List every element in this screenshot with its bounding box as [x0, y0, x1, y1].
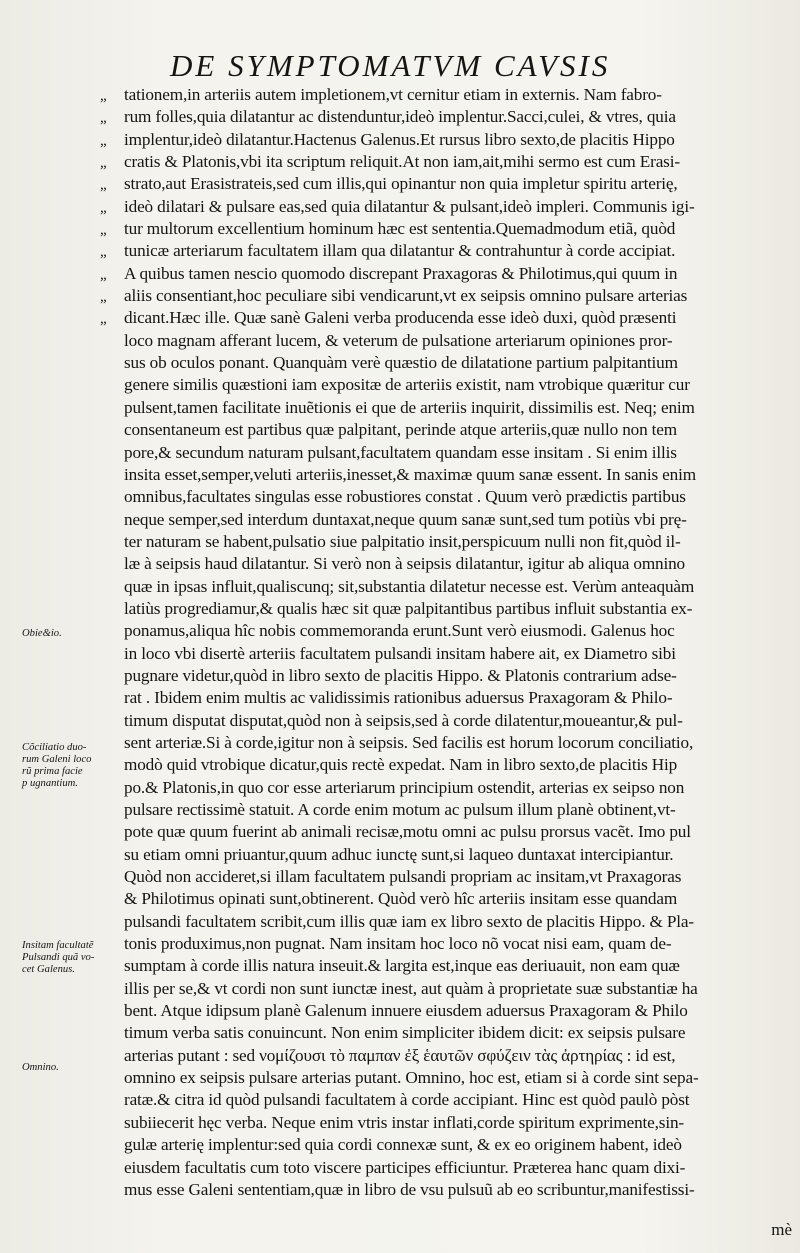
- margin-note: [22, 1062, 59, 1074]
- line-text: pore,& secundum naturam pulsant,facultatem quandam esse insitam . Si enim illis: [124, 442, 677, 462]
- text-line: [100, 933, 796, 955]
- text-line: [100, 576, 796, 598]
- line-text: mus esse Galeni sententiam,quæ in libro de vsu pulsuũ ab eo scribuntur,manifestissi-: [124, 1179, 695, 1199]
- text-line: [100, 263, 796, 285]
- line-text: ratæ.& citra id quòd pulsandi facultatem à corde accipiant. Hinc est quòd paulò pòst: [124, 1090, 690, 1110]
- line-text: neque semper,sed interdum duntaxat,neque quum sanæ sunt,sed tum potiùs vbi prę-: [124, 509, 687, 529]
- text-line: [100, 866, 796, 888]
- quote-mark: „: [100, 244, 107, 261]
- text-line: [100, 620, 796, 642]
- text-line: [100, 955, 796, 977]
- quote-mark: „: [100, 222, 107, 239]
- line-text: omnino ex seipsis pulsare arterias putant. Omnino, hoc est, etiam si à corde sint sepa-: [124, 1068, 699, 1088]
- text-line: [100, 509, 796, 531]
- line-text: illis per se,& vt cordi non sunt iunctæ inest, aut quàm à proprietate suæ substantiæ ha: [124, 978, 698, 998]
- margin-note-line: cet Galenus.: [22, 964, 75, 975]
- text-line: [100, 374, 796, 396]
- line-text: sent arteriæ.Si à corde,igitur non à seipsis. Sed facilis est horum locorum conciliatio,: [124, 732, 694, 752]
- line-text: pulsandi facultatem scribit,cum illis quæ iam ex libro sexto de placitis Hippo. & Pla-: [124, 911, 694, 931]
- line-text: quæ in ipsas influit,qualiscunq; sit,substantia dilatetur necesse est. Verùm anteaquàm: [124, 576, 695, 596]
- text-line: [100, 84, 796, 106]
- line-text: insita esset,semper,veluti arteriis,inesset,& maximæ quum sanæ essent. In sanis enim: [124, 464, 696, 484]
- text-line: [100, 643, 796, 665]
- line-text: tonis produximus,non pugnat. Nam insitam hoc loco nõ vocat nisi eam, quam de-: [124, 934, 672, 954]
- line-text: ideò dilatari & pulsare eas,sed quia dilatantur & pulsant,ideò impleri. Communis igi-: [124, 196, 695, 216]
- text-line: [100, 754, 796, 776]
- line-text: tur multorum excellentium hominum hæc est sententia.Quemadmodum etiã, quòd: [124, 219, 676, 239]
- text-line: [100, 710, 796, 732]
- line-text: timum disputat disputat,quòd non à seipsis,sed à corde dilatentur,moueantur,& pul-: [124, 710, 683, 730]
- text-line: [100, 732, 796, 754]
- text-line: [100, 799, 796, 821]
- margin-note-line: Cõciliatio duo-: [22, 742, 87, 753]
- margin-note-line: rum Galeni loco: [22, 754, 92, 765]
- text-line: [100, 821, 796, 843]
- text-line: [100, 1022, 796, 1044]
- line-text: læ à seipsis haud dilatantur. Si verò non à seipsis dilatantur, igitur ab aliqua omnino: [124, 554, 686, 574]
- text-line: [100, 598, 796, 620]
- text-line: [100, 397, 796, 419]
- text-line: [100, 1089, 796, 1111]
- margin-note-line: Pulsandi quã vo-: [22, 952, 95, 963]
- text-line: [100, 665, 796, 687]
- catchword: mè: [771, 1220, 792, 1239]
- text-line: [100, 687, 796, 709]
- quote-mark: „: [100, 155, 107, 172]
- text-line: [100, 173, 796, 195]
- line-text: & Philotimus opinati sunt,obtinerent. Quòd verò hîc arteriis insitam esse quandam: [124, 889, 678, 909]
- line-text: in loco vbi disertè arteriis facultatem pulsandi insitam habere ait, ex Diametro sibi: [124, 643, 676, 663]
- margin-note-line: Obie&io.: [22, 628, 62, 639]
- line-text: dicant.Hæc ille. Quæ sanè Galeni verba producenda esse ideò duxi, quòd præsenti: [124, 308, 677, 328]
- text-line: [100, 307, 796, 329]
- quote-mark: „: [100, 177, 107, 194]
- line-text: genere similis quæstioni iam expositæ de arteriis existit, nam vtrobique quæritur cur: [124, 375, 690, 395]
- margin-note: [22, 940, 94, 976]
- text-line: [100, 844, 796, 866]
- text-line: [100, 978, 796, 1000]
- text-line: [100, 1179, 796, 1201]
- text-line: [100, 106, 796, 128]
- text-line: [100, 196, 796, 218]
- running-header: DE SYMPTOMATVM CAVSIS: [170, 48, 611, 83]
- line-text: strato,aut Erasistrateis,sed cum illis,qui opinantur non quia impletur spiritu arterię,: [124, 174, 678, 194]
- text-line: [100, 419, 796, 441]
- line-text: modò quid vtrobique dicatur,quis rectè expedat. Nam in libro sexto,de placitis Hip: [124, 755, 678, 775]
- text-line: [100, 442, 796, 464]
- text-line: [100, 218, 796, 240]
- line-text: latiùs progrediamur,& qualis hæc sit quæ palpitantibus partibus influit substantia ex-: [124, 598, 693, 618]
- line-text: A quibus tamen nescio quomodo discrepant Praxagoras & Philotimus,qui quum in: [124, 263, 678, 283]
- text-line: [100, 1000, 796, 1022]
- margin-note: [22, 628, 62, 640]
- margin-note-line: p ugnantium.: [22, 778, 78, 789]
- line-text: pulsent,tamen facilitate inuẽtionis ei que de arteriis inquirit, dissimilis est. Neq; enim: [124, 397, 695, 417]
- text-line: [100, 553, 796, 575]
- line-text: po.& Platonis,in quo cor esse arteriarum principium ostendit, arterias ex seipso non: [124, 777, 685, 797]
- text-line: [100, 464, 796, 486]
- line-text: omnibus,facultates singulas esse robustiores constat . Quum verò prædictis partibus: [124, 487, 686, 507]
- text-line: [100, 1157, 796, 1179]
- line-text: rum folles,quia dilatantur ac distenduntur,ideò implentur.Sacci,culei, & vtres, quia: [124, 107, 676, 127]
- line-text: implentur,ideò dilatantur.Hactenus Galenus.Et rursus libro sexto,de placitis Hippo: [124, 129, 675, 149]
- line-text: tationem,in arteriis autem impletionem,vt cernitur etiam in externis. Nam fabro-: [124, 85, 662, 104]
- quote-mark: „: [100, 132, 107, 149]
- line-text: timum verba satis conuincunt. Non enim simpliciter ibidem dicit: ex seipsis pulsare: [124, 1023, 686, 1043]
- quote-mark: „: [100, 110, 107, 127]
- line-text: pote quæ quum fuerint ab animali recisæ,motu omni ac pulsu prorsus vacẽt. Imo pul: [124, 822, 691, 842]
- line-text: eiusdem facultatis cum toto viscere participes efficiuntur. Præterea hanc quam dixi-: [124, 1157, 686, 1177]
- text-line: [100, 1134, 796, 1156]
- line-text: rat . Ibidem enim multis ac validissimis rationibus aduersus Praxagoram & Philo-: [124, 688, 673, 708]
- line-text: su etiam omni priuantur,quum adhuc iunctę sunt,si laqueo duntaxat intercipiantur.: [124, 844, 674, 864]
- text-line: [100, 911, 796, 933]
- margin-note-line: rũ prima facie: [22, 766, 83, 777]
- quote-mark: „: [100, 311, 107, 328]
- text-line: [100, 352, 796, 374]
- text-line: [100, 285, 796, 307]
- line-text: arterias putant : sed νομίζουσι τὸ παμπαν ἐξ ἑαυτῶν σφύζειν τὰς ἀρτηρίας : id est,: [124, 1045, 676, 1065]
- line-text: ter naturam se habent,pulsatio siue palpitatio insit,perspicuum nulli non fit,quòd il-: [124, 531, 681, 551]
- text-line: [100, 151, 796, 173]
- margin-note-line: Omnino.: [22, 1062, 59, 1073]
- quote-mark: „: [100, 289, 107, 306]
- quote-mark: „: [100, 266, 107, 283]
- text-line: [100, 888, 796, 910]
- line-text: pugnare videtur,quòd in libro sexto de placitis Hippo. & Platonis contrarium adse-: [124, 665, 677, 685]
- text-line: [100, 777, 796, 799]
- line-text: consentaneum est partibus quæ palpitant, perinde atque arteriis,quæ nullo non tem: [124, 420, 677, 440]
- line-text: loco magnam afferant lucem, & veterum de pulsatione arteriarum opiniones pror-: [124, 330, 673, 350]
- line-text: sumptam à corde illis natura inseuit.& largita est,inque eas deriuauit, non eam quæ: [124, 956, 680, 976]
- text-line: [100, 129, 796, 151]
- line-text: Quòd non accideret,si illam facultatem pulsandi propriam ac insitam,vt Praxagoras: [124, 867, 682, 887]
- text-line: [100, 1112, 796, 1134]
- line-text: gulæ arterię implentur:sed quia cordi connexæ sunt, & ex eo originem habent, ideò: [124, 1135, 682, 1155]
- margin-note-line: Insitam facultatẽ: [22, 940, 94, 951]
- line-text: ponamus,aliqua hîc nobis commemoranda erunt.Sunt verò eiusmodi. Galenus hoc: [124, 621, 675, 641]
- text-line: [100, 531, 796, 553]
- quote-mark: „: [100, 199, 107, 216]
- body-text: [100, 84, 796, 1201]
- text-line: [100, 1067, 796, 1089]
- line-text: cratis & Platonis,vbi ita scriptum reliquit.At non iam,ait,mihi sermo est cum Erasi-: [124, 152, 680, 172]
- line-text: sus ob oculos ponant. Quanquàm verè quæstio de dilatatione partium palpitantium: [124, 353, 678, 373]
- line-text: subiiecerit hęc verba. Neque enim vtris instar inflati,corde spiritum exprimente,sin-: [124, 1112, 684, 1132]
- text-line: [100, 330, 796, 352]
- line-text: tunicæ arteriarum facultatem illam qua dilatantur & contrahuntur à corde accipiat.: [124, 241, 676, 261]
- text-line: [100, 1045, 796, 1067]
- text-line: [100, 486, 796, 508]
- quote-mark: „: [100, 88, 107, 104]
- line-text: aliis consentiant,hoc peculiare sibi vendicarunt,vt ex seipsis omnino pulsare arterias: [124, 286, 688, 306]
- margin-note: [22, 742, 91, 790]
- line-text: bent. Atque idipsum planè Galenum innuere eiusdem aduersus Praxagoram & Philo: [124, 1001, 688, 1021]
- text-line: [100, 240, 796, 262]
- line-text: pulsare rectissimè statuit. A corde enim motum ac pulsum illum planè obtinent,vt-: [124, 800, 676, 819]
